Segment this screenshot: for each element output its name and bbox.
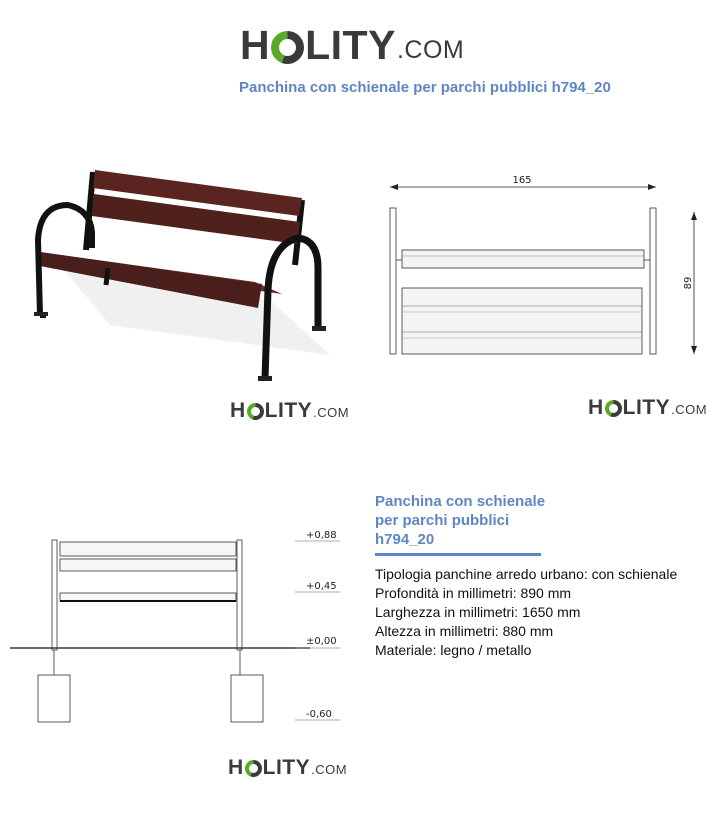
- bench-photo: [0, 150, 360, 400]
- product-title-line: per parchi pubblici: [375, 512, 510, 529]
- logo-letters-lity: LITY: [264, 399, 313, 422]
- height-label: 89: [683, 276, 694, 290]
- level-label: -0,60: [306, 709, 332, 720]
- spec-item: Altezza in millimetri: 880 mm: [375, 623, 554, 639]
- product-title-line: h794_20: [375, 531, 435, 548]
- holity-logo-small[interactable]: [228, 756, 347, 780]
- product-title: [375, 492, 675, 549]
- logo-domain: .COM: [671, 402, 708, 417]
- spec-item: Materiale: legno / metallo: [375, 642, 532, 658]
- logo-letter-h: H: [228, 756, 244, 779]
- title-underline: [375, 553, 541, 556]
- logo-ring-icon: [605, 400, 622, 417]
- width-label: 165: [512, 175, 532, 186]
- logo-letter-h: H: [230, 399, 246, 422]
- holity-logo-small[interactable]: [230, 399, 349, 423]
- front-view-drawing: [380, 170, 710, 370]
- logo-domain: .COM: [311, 762, 348, 777]
- spec-item: Profondità in millimetri: 890 mm: [375, 585, 572, 601]
- holity-logo[interactable]: [240, 22, 464, 69]
- logo-letters-lity: LITY: [305, 22, 396, 68]
- logo-domain: .COM: [396, 36, 465, 64]
- elevation-drawing: [10, 525, 360, 730]
- logo-letters-lity: LITY: [262, 756, 311, 779]
- logo-domain: .COM: [313, 405, 350, 420]
- logo-letter-h: H: [588, 396, 604, 419]
- level-label: ±0,00: [306, 636, 337, 647]
- logo-ring-icon: [245, 760, 262, 777]
- level-label: +0,45: [306, 581, 337, 592]
- logo-ring-icon: [271, 31, 304, 64]
- logo-letters-lity: LITY: [622, 396, 671, 419]
- spec-item: Tipologia panchine arredo urbano: con schienale: [375, 566, 678, 582]
- spec-item: Larghezza in millimetri: 1650 mm: [375, 604, 581, 620]
- product-title-line: Panchina con schienale: [375, 493, 546, 510]
- holity-logo-small[interactable]: [588, 396, 707, 420]
- spec-list: [375, 565, 677, 660]
- page-title: Panchina con schienale per parchi pubblici h794_20: [239, 79, 611, 96]
- level-label: +0,88: [306, 530, 337, 541]
- logo-letter-h: H: [240, 22, 271, 68]
- logo-ring-icon: [247, 403, 264, 420]
